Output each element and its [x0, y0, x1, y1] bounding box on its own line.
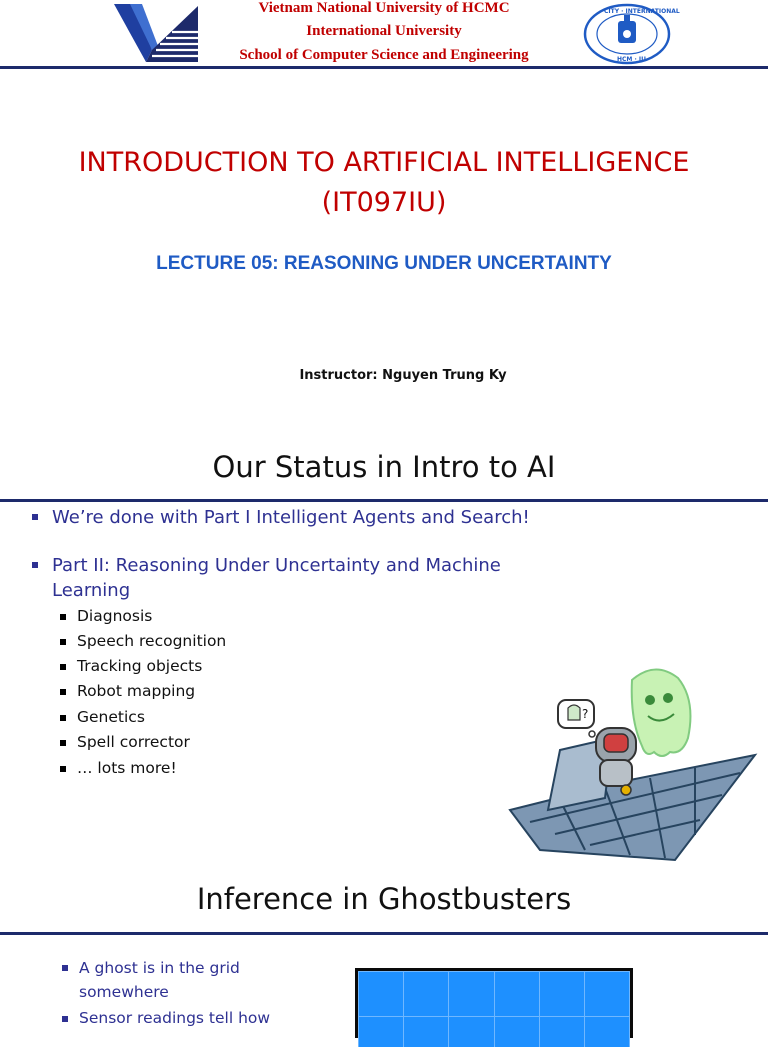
ghostbusters-slide-title: Inference in Ghostbusters	[196, 882, 572, 916]
bullet-marker	[32, 514, 38, 520]
bullet-ghost-line1: A ghost is in the grid	[79, 959, 240, 977]
grid-cell	[540, 1017, 584, 1047]
sub-bullet-marker	[60, 639, 66, 645]
grid-cell	[359, 972, 403, 1016]
svg-text:HCM · IU: HCM · IU	[617, 56, 646, 63]
sub-bullet-marker	[60, 740, 66, 746]
grid-cell	[404, 972, 448, 1016]
bullet-ghost-line2: somewhere	[79, 983, 169, 1001]
bullet-done-part1: We’re done with Part I Intelligent Agents and Search!	[52, 507, 530, 528]
grid-cell	[359, 1017, 403, 1047]
grid-cell	[585, 972, 629, 1016]
school-name: School of Computer Science and Engineering	[239, 47, 529, 63]
svg-text:?: ?	[582, 707, 589, 721]
grid-cell	[404, 1017, 448, 1047]
bullet-marker	[62, 1016, 68, 1022]
bullet-sensor-line1: Sensor readings tell how	[79, 1009, 271, 1027]
list-item: Robot mapping	[77, 682, 196, 700]
grid-cell	[449, 972, 493, 1016]
sub-bullet-marker	[60, 664, 66, 670]
header-divider	[0, 66, 768, 69]
course-code: (IT097IU)	[321, 187, 447, 218]
list-item: Tracking objects	[77, 657, 203, 675]
list-item: … lots more!	[77, 759, 177, 777]
ghost-grid	[355, 968, 633, 1038]
list-item: Diagnosis	[77, 607, 153, 625]
bullet-marker	[62, 965, 68, 971]
sub-bullet-marker	[60, 766, 66, 772]
list-item: Genetics	[77, 708, 145, 726]
sub-bullet-marker	[60, 614, 66, 620]
list-item: Spell corrector	[77, 733, 190, 751]
grid-cell	[495, 972, 539, 1016]
university-name: Vietnam National University of HCMC	[258, 0, 510, 16]
slide-header	[0, 0, 768, 70]
bullet-marker	[32, 562, 38, 568]
grid-cell	[540, 972, 584, 1016]
grid-cell	[449, 1017, 493, 1047]
bullet-part2-line2: Learning	[52, 580, 131, 601]
ghostbusters-slide-divider	[0, 932, 768, 935]
sub-bullet-marker	[60, 715, 66, 721]
status-slide-title: Our Status in Intro to AI	[212, 450, 556, 484]
grid-cell	[585, 1017, 629, 1047]
bullet-part2-line1: Part II: Reasoning Under Uncertainty and Machine	[52, 555, 501, 576]
grid-cell	[495, 1017, 539, 1047]
iu-seal-logo	[582, 4, 680, 64]
course-title: INTRODUCTION TO ARTIFICIAL INTELLIGENCE	[78, 147, 690, 178]
robot-ghost-illustration	[500, 660, 760, 865]
status-slide-divider	[0, 499, 768, 502]
svg-text:CITY · INTERNATIONAL: CITY · INTERNATIONAL	[604, 8, 680, 15]
lecture-title: LECTURE 05: REASONING UNDER UNCERTAINTY	[156, 253, 612, 274]
list-item: Speech recognition	[77, 632, 227, 650]
sub-bullet-marker	[60, 689, 66, 695]
instructor-name: Instructor: Nguyen Trung Ky	[299, 368, 507, 383]
institution-name: International University	[306, 23, 462, 39]
